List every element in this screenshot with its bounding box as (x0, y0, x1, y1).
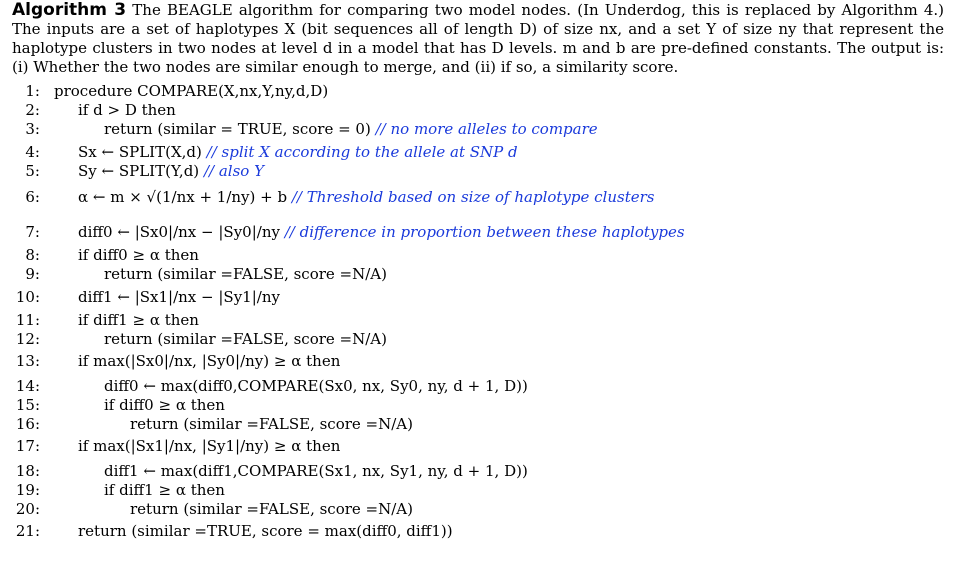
line-code: if diff1 ≥ α then (78, 311, 199, 329)
line-code: if max(|Sx0|/nx, |Sy0|/ny) ≥ α then (78, 352, 341, 370)
line-number: 14: (15, 377, 40, 395)
line-number: 13: (15, 352, 40, 370)
line-code: α ← m × √(1/nx + 1/ny) + b (78, 188, 288, 206)
line-number: 8: (25, 246, 40, 264)
algo-line-5 (10, 162, 264, 181)
line-comment: // split X according to the allele at SNP d (206, 143, 518, 161)
algo-line-10 (10, 288, 280, 307)
line-number: 20: (15, 500, 40, 518)
line-number: 3: (25, 120, 40, 138)
algo-line-2 (10, 101, 176, 120)
line-comment: // difference in proportion between these haplotypes (284, 223, 685, 241)
algo-line-8 (10, 246, 199, 265)
line-number: 11: (15, 311, 40, 329)
algo-line-12 (10, 330, 387, 349)
algo-line-3 (10, 120, 598, 139)
line-number: 9: (25, 265, 40, 283)
line-code: diff0 ← |Sx0|/nx − |Sy0|/ny (78, 223, 280, 241)
line-code: if max(|Sx1|/nx, |Sy1|/ny) ≥ α then (78, 437, 341, 455)
line-code: Sy ← SPLIT(Y,d) (78, 162, 200, 180)
algo-line-15 (10, 396, 225, 415)
algo-line-11 (10, 311, 199, 330)
algo-line-19 (10, 481, 225, 500)
line-code: return (similar =FALSE, score =N/A) (104, 330, 387, 348)
line-number: 4: (25, 143, 40, 161)
line-code: if d > D then (78, 101, 176, 119)
algo-line-21 (10, 522, 453, 541)
line-number: 12: (15, 330, 40, 348)
line-number: 6: (25, 188, 40, 206)
line-number: 2: (25, 101, 40, 119)
line-number: 15: (15, 396, 40, 414)
line-code: return (similar =FALSE, score =N/A) (104, 265, 387, 283)
line-comment: // no more alleles to compare (375, 120, 598, 138)
algorithm-description: The BEAGLE algorithm for comparing two model nodes. (In Underdog, this is replaced by Algorithm 4.) The inputs are a set of haplotypes X (bit sequences all of length D) of size nx, and a set Y of size ny that represent the haplotype clusters in two nodes at level d in a model that has D levels. m and b are pre-defined constants. The output is: (i) Whether the two nodes are similar enough to merge, and (ii) if so, a similarity score. (12, 1, 944, 76)
algo-line-18 (10, 462, 528, 481)
algorithm-caption (12, 1, 944, 77)
line-code: diff1 ← max(diff1,COMPARE(Sx1, nx, Sy1, ny, d + 1, D)) (104, 462, 528, 480)
line-number: 16: (15, 415, 40, 433)
line-code: return (similar = TRUE, score = 0) (104, 120, 371, 138)
algo-line-14 (10, 377, 528, 396)
line-comment: // Threshold based on size of haplotype clusters (291, 188, 655, 206)
line-number: 21: (15, 522, 40, 540)
line-code: procedure COMPARE(X,nx,Y,ny,d,D) (54, 82, 329, 100)
line-number: 7: (25, 223, 40, 241)
algo-line-20 (10, 500, 413, 519)
algo-line-1 (10, 82, 328, 101)
line-number: 10: (15, 288, 40, 306)
algo-line-4 (10, 143, 518, 162)
line-number: 1: (25, 82, 40, 100)
algo-line-9 (10, 265, 387, 284)
line-number: 18: (15, 462, 40, 480)
line-code: if diff1 ≥ α then (104, 481, 225, 499)
line-code: return (similar =FALSE, score =N/A) (130, 500, 413, 518)
line-code: if diff0 ≥ α then (104, 396, 225, 414)
line-code: Sx ← SPLIT(X,d) (78, 143, 202, 161)
algo-line-16 (10, 415, 413, 434)
algorithm-label: Algorithm 3 (12, 0, 127, 20)
line-code: diff0 ← max(diff0,COMPARE(Sx0, nx, Sy0, ny, d + 1, D)) (104, 377, 528, 395)
algo-line-13 (10, 352, 340, 371)
line-number: 5: (25, 162, 40, 180)
line-code: if diff0 ≥ α then (78, 246, 199, 264)
line-code: return (similar =TRUE, score = max(diff0, diff1)) (78, 522, 453, 540)
line-number: 17: (15, 437, 40, 455)
algo-line-17 (10, 437, 340, 456)
algo-line-6 (10, 188, 654, 207)
line-number: 19: (15, 481, 40, 499)
line-code: diff1 ← |Sx1|/nx − |Sy1|/ny (78, 288, 280, 306)
line-code: return (similar =FALSE, score =N/A) (130, 415, 413, 433)
algo-line-7 (10, 223, 685, 242)
line-comment: // also Y (203, 162, 264, 180)
